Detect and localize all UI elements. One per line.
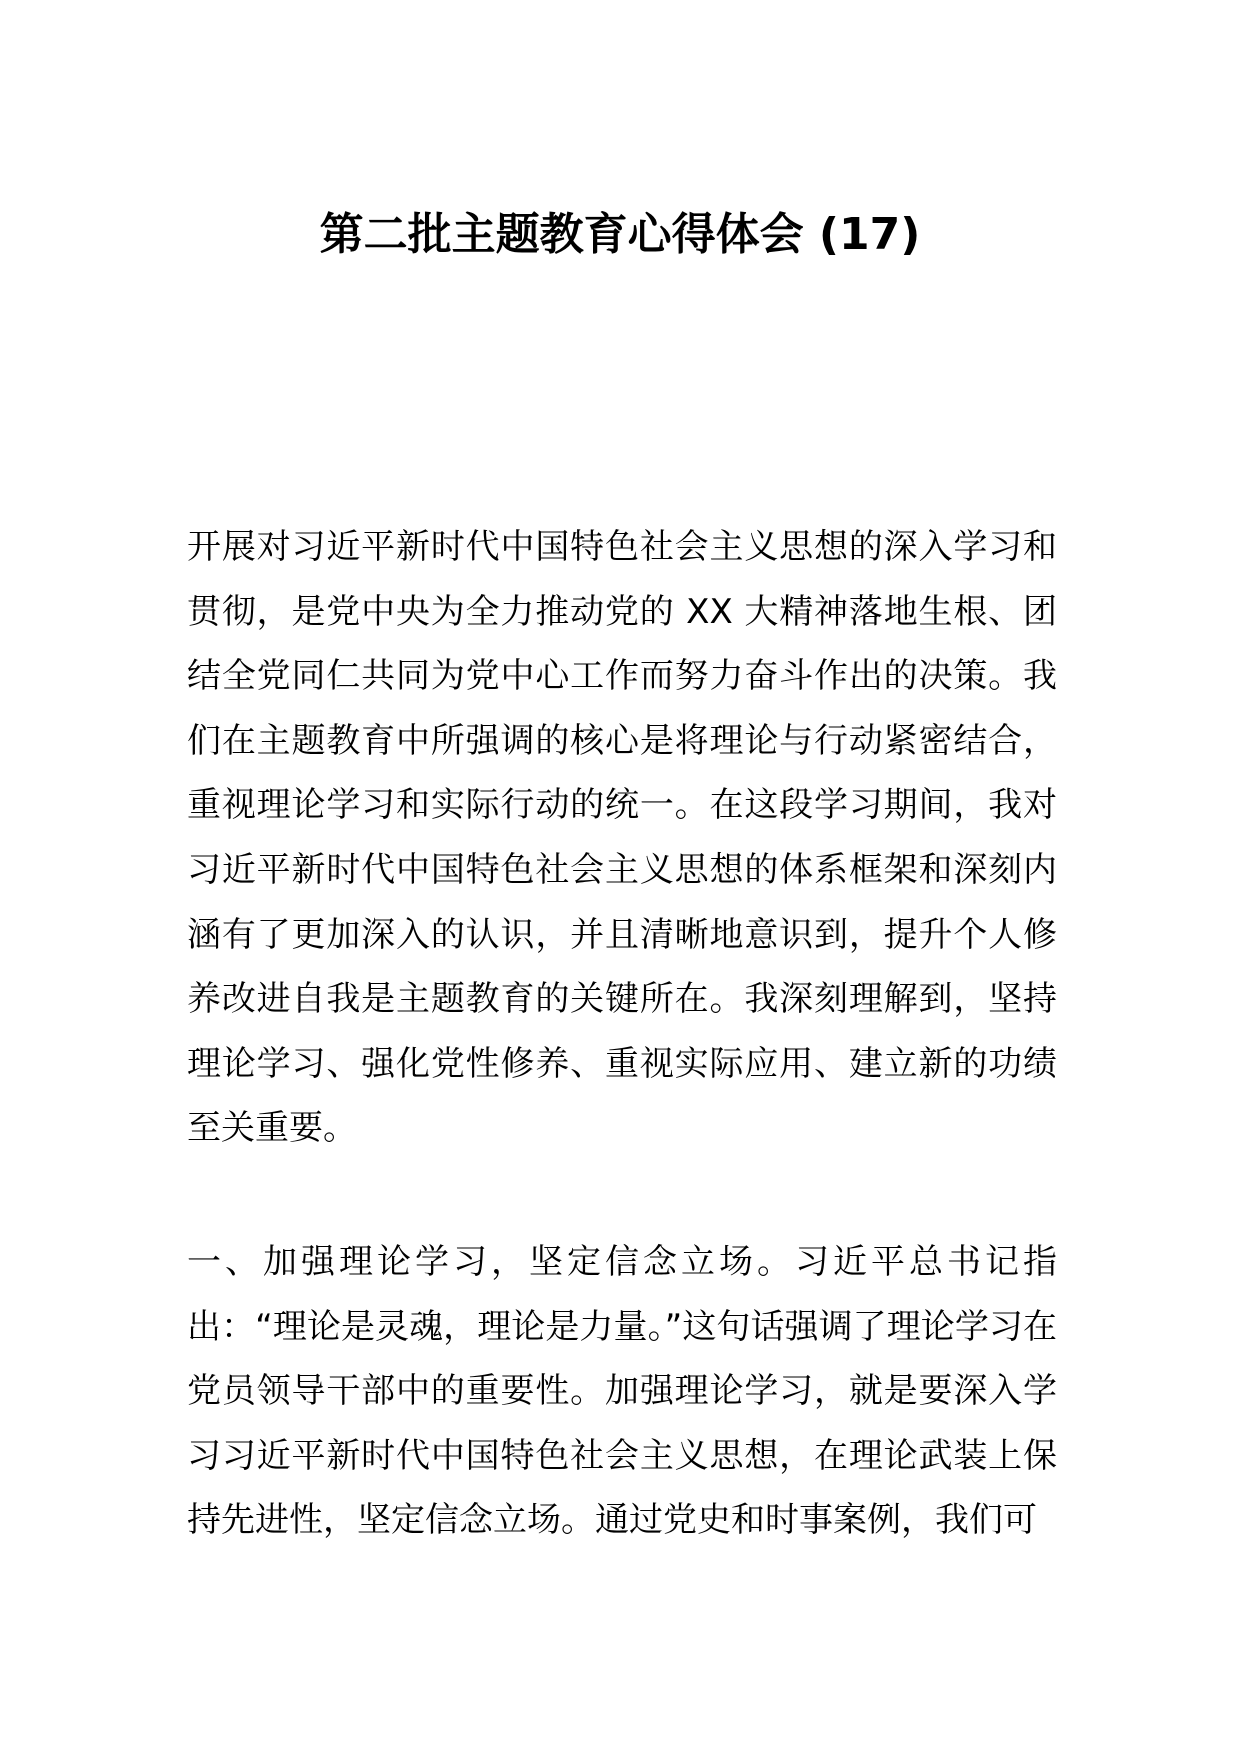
paragraph-section-one: 一、加强理论学习，坚定信念立场。习近平总书记指出：“理论是灵魂，理论是力量。”这句话强调了理论学习在党员领导干部中的重要性。加强理论学习，就是要深入学习习近平新时代中国特色社会主义思想，在理论武装上保持先进性，坚定信念立场。通过党史和时事案例，我们可	[187, 1242, 1057, 1541]
paragraph-intro: 开展对习近平新时代中国特色社会主义思想的深入学习和贯彻，是党中央为全力推动党的 XX 大精神落地生根、团结全党同仁共同为党中心工作而努力奋斗作出的决策。我们在主题教育中所强调的核心是将理论与行动紧密结合，重视理论学习和实际行动的统一。在这段学习期间，我对习近平新时代中国特色社会主义思想的体系框架和深刻内涵有了更加深入的认识，并且清晰地意识到，提升个人修养改进自我是主题教育的关键所在。我深刻理解到，坚持理论学习、强化党性修养、重视实际应用、建立新的功绩至关重要。	[187, 527, 1057, 1149]
document-title: 第二批主题教育心得体会 (17)	[319, 209, 921, 260]
